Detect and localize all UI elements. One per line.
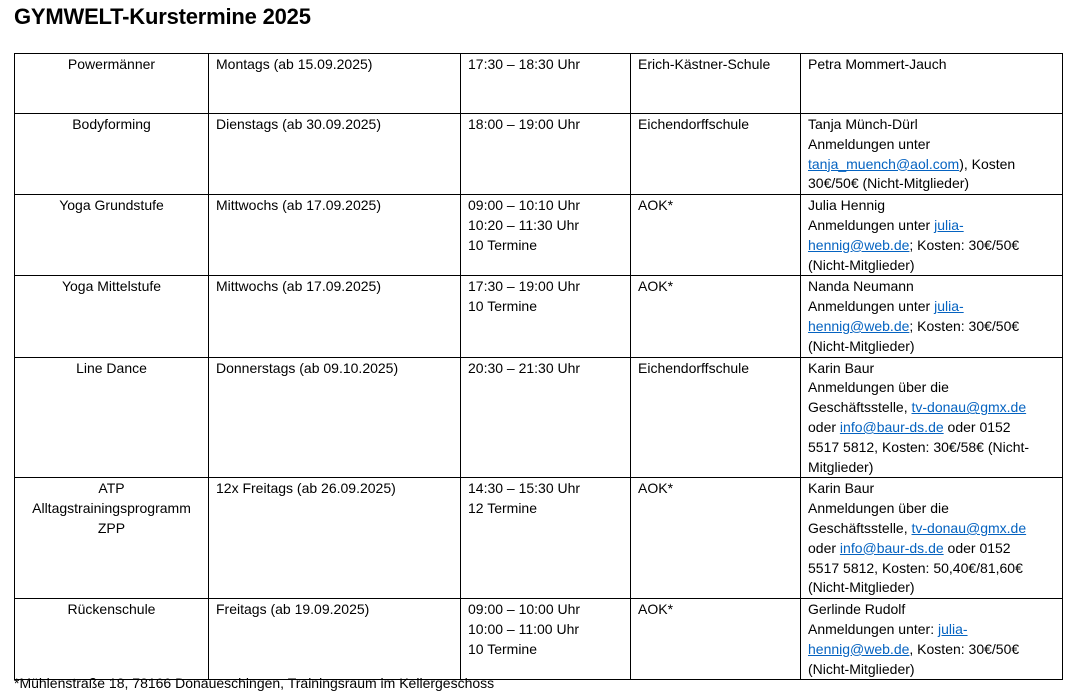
course-time-cell <box>461 276 631 357</box>
contact-text: ; Kosten: 30€/50€ <box>909 317 1020 334</box>
contact-text: Anmeldungen über die <box>808 500 949 517</box>
contact-text: 5517 5812, Kosten: 30€/58€ (Nicht- <box>808 438 1030 455</box>
course-contact-cell <box>801 54 1063 114</box>
course-time-line: 17:30 – 19:00 Uhr <box>468 278 581 295</box>
course-row <box>15 357 1063 478</box>
course-name-line: ATP <box>98 480 125 497</box>
course-day-line: Montags (ab 15.09.2025) <box>216 56 373 72</box>
course-name-cell <box>15 478 209 599</box>
course-time-line: 10 Termine <box>468 236 538 253</box>
course-day-cell <box>209 195 461 276</box>
contact-line <box>808 578 1055 598</box>
contact-text: 30€/50€ (Nicht-Mitglieder) <box>808 175 970 192</box>
email-link[interactable]: info@baur-ds.de <box>839 539 944 556</box>
contact-text: (Nicht-Mitglieder) <box>808 256 915 273</box>
contact-line <box>808 256 1055 276</box>
contact-line <box>808 174 1055 194</box>
contact-text: (Nicht-Mitglieder) <box>808 337 915 354</box>
course-contact-cell <box>801 195 1063 276</box>
contact-text: ), Kosten <box>959 155 1016 172</box>
email-link[interactable]: julia- <box>934 216 964 233</box>
course-time-line: 10:20 – 11:30 Uhr <box>468 216 580 233</box>
contact-line <box>808 216 1055 236</box>
email-link[interactable]: tanja_muench@aol.com <box>808 155 960 172</box>
course-time-line: 20:30 – 21:30 Uhr <box>468 359 581 376</box>
course-time-line: 10 Termine <box>468 640 538 657</box>
page-title: GYMWELT-Kurstermine 2025 <box>14 4 311 29</box>
email-link[interactable]: hennig@web.de <box>808 640 910 657</box>
course-name-cell <box>15 54 209 114</box>
email-link[interactable]: hennig@web.de <box>808 236 910 253</box>
contact-text: Petra Mommert-Jauch <box>808 56 947 72</box>
course-name-line: Alltagstrainingsprogramm <box>32 500 191 517</box>
course-name-cell <box>15 599 209 680</box>
contact-line <box>808 519 1055 539</box>
contact-line <box>808 458 1055 478</box>
contact-line <box>808 499 1055 519</box>
course-day-cell <box>209 276 461 357</box>
contact-line <box>808 135 1055 155</box>
course-time-cell <box>461 195 631 276</box>
course-day-line: Freitags (ab 19.09.2025) <box>216 601 370 618</box>
course-time-cell <box>461 114 631 195</box>
contact-line <box>808 398 1055 418</box>
course-time-line: 09:00 – 10:00 Uhr <box>468 601 581 618</box>
course-day-cell <box>209 599 461 680</box>
contact-text: oder 0152 <box>943 539 1011 556</box>
course-location-line: AOK* <box>638 601 674 618</box>
email-link[interactable]: tv-donau@gmx.de <box>911 519 1027 536</box>
course-contact-cell <box>801 114 1063 195</box>
course-time-line: 10:00 – 11:00 Uhr <box>468 620 580 637</box>
course-day-cell <box>209 357 461 478</box>
course-location-cell <box>631 599 801 680</box>
course-name-cell <box>15 276 209 357</box>
course-name-cell <box>15 195 209 276</box>
contact-text: oder 0152 <box>943 418 1011 435</box>
contact-line <box>808 479 1055 499</box>
course-location-cell <box>631 114 801 195</box>
course-row <box>15 599 1063 680</box>
contact-line <box>808 236 1055 256</box>
course-time-cell <box>461 357 631 478</box>
course-name-cell <box>15 114 209 195</box>
course-day-cell <box>209 54 461 114</box>
course-location-cell <box>631 54 801 114</box>
course-time-line: 09:00 – 10:10 Uhr <box>468 197 581 214</box>
contact-text: , Kosten: 30€/50€ <box>909 640 1020 657</box>
contact-text: (Nicht-Mitglieder) <box>808 579 915 596</box>
course-location-line: AOK* <box>638 278 674 295</box>
contact-line <box>808 418 1055 438</box>
course-location-cell <box>631 478 801 599</box>
email-link[interactable]: info@baur-ds.de <box>839 418 944 435</box>
course-day-line: Mittwochs (ab 17.09.2025) <box>216 278 381 295</box>
course-day-line: 12x Freitags (ab 26.09.2025) <box>216 480 396 497</box>
course-time-cell <box>461 54 631 114</box>
contact-line <box>808 438 1055 458</box>
course-row <box>15 54 1063 114</box>
contact-text: Geschäftsstelle, <box>808 519 912 536</box>
contact-line <box>808 55 1055 75</box>
course-location-line: AOK* <box>638 197 674 214</box>
course-table-body <box>15 54 1063 680</box>
course-name-line: Powermänner <box>67 56 156 72</box>
course-location-line: Eichendorffschule <box>638 359 750 376</box>
contact-line <box>808 359 1055 379</box>
contact-text: oder <box>808 539 840 556</box>
footnote: *Mühlenstraße 18, 78166 Donaueschingen, Trainingsraum im Kellergeschoss <box>14 675 495 691</box>
contact-line <box>808 620 1055 640</box>
contact-text: Anmeldungen unter: <box>808 620 938 637</box>
course-location-cell <box>631 195 801 276</box>
contact-line <box>808 277 1055 297</box>
contact-line <box>808 660 1055 680</box>
course-name-line: Line Dance <box>76 359 147 376</box>
contact-text: Karin Baur <box>808 480 875 497</box>
course-day-line: Mittwochs (ab 17.09.2025) <box>216 197 381 214</box>
contact-line <box>808 155 1055 175</box>
course-day-cell <box>209 114 461 195</box>
course-name-line: Yoga Grundstufe <box>59 197 164 214</box>
contact-text: Geschäftsstelle, <box>808 399 912 416</box>
course-contact-cell <box>801 478 1063 599</box>
course-name-line: ZPP <box>97 519 126 536</box>
course-name-line: Yoga Mittelstufe <box>61 278 162 295</box>
contact-text: Karin Baur <box>808 359 875 376</box>
course-location-cell <box>631 276 801 357</box>
contact-line <box>808 297 1055 317</box>
course-row <box>15 195 1063 276</box>
course-day-line: Donnerstags (ab 09.10.2025) <box>216 359 399 376</box>
course-row <box>15 114 1063 195</box>
contact-line <box>808 337 1055 357</box>
contact-line <box>808 539 1055 559</box>
course-location-line: Erich-Kästner-Schule <box>638 56 771 72</box>
contact-line <box>808 196 1055 216</box>
course-time-cell <box>461 478 631 599</box>
contact-text: ; Kosten: 30€/50€ <box>909 236 1020 253</box>
course-day-cell <box>209 478 461 599</box>
contact-text: (Nicht-Mitglieder) <box>808 660 915 677</box>
email-link[interactable]: julia- <box>937 620 968 637</box>
course-time-line: 17:30 – 18:30 Uhr <box>468 56 581 72</box>
course-time-cell <box>461 599 631 680</box>
course-time-line: 14:30 – 15:30 Uhr <box>468 480 581 497</box>
course-location-line: AOK* <box>638 480 674 497</box>
course-day-line: Dienstags (ab 30.09.2025) <box>216 116 381 132</box>
course-row <box>15 478 1063 599</box>
contact-text: Anmeldungen unter <box>808 298 935 315</box>
contact-text: Anmeldungen über die <box>808 379 949 396</box>
course-time-line: 12 Termine <box>468 500 538 517</box>
contact-line <box>808 115 1055 135</box>
contact-text: Nanda Neumann <box>808 278 914 295</box>
email-link[interactable]: tv-donau@gmx.de <box>911 399 1027 416</box>
contact-text: Mitglieder) <box>808 458 874 475</box>
contact-text: Anmeldungen unter <box>808 135 931 152</box>
contact-text: oder <box>808 418 840 435</box>
course-time-line: 18:00 – 19:00 Uhr <box>468 116 581 132</box>
course-contact-cell <box>801 357 1063 478</box>
course-row <box>15 276 1063 357</box>
contact-text: 5517 5812, Kosten: 50,40€/81,60€ <box>808 559 1023 576</box>
contact-line <box>808 600 1055 620</box>
contact-text: Gerlinde Rudolf <box>808 601 906 618</box>
course-name-cell <box>15 357 209 478</box>
email-link[interactable]: hennig@web.de <box>808 317 910 334</box>
course-location-line: Eichendorffschule <box>638 116 750 132</box>
contact-line <box>808 378 1055 398</box>
course-table <box>14 53 1063 680</box>
contact-text: Tanja Münch-Dürl <box>808 116 918 132</box>
course-contact-cell <box>801 276 1063 357</box>
course-time-line: 10 Termine <box>468 298 538 315</box>
contact-line <box>808 640 1055 660</box>
course-location-cell <box>631 357 801 478</box>
contact-text: Julia Hennig <box>808 197 886 214</box>
contact-line <box>808 559 1055 579</box>
course-name-line: Rückenschule <box>67 601 156 618</box>
email-link[interactable]: julia- <box>934 298 964 315</box>
course-name-line: Bodyforming <box>72 116 151 132</box>
contact-line <box>808 317 1055 337</box>
course-contact-cell <box>801 599 1063 680</box>
contact-text: Anmeldungen unter <box>808 216 935 233</box>
